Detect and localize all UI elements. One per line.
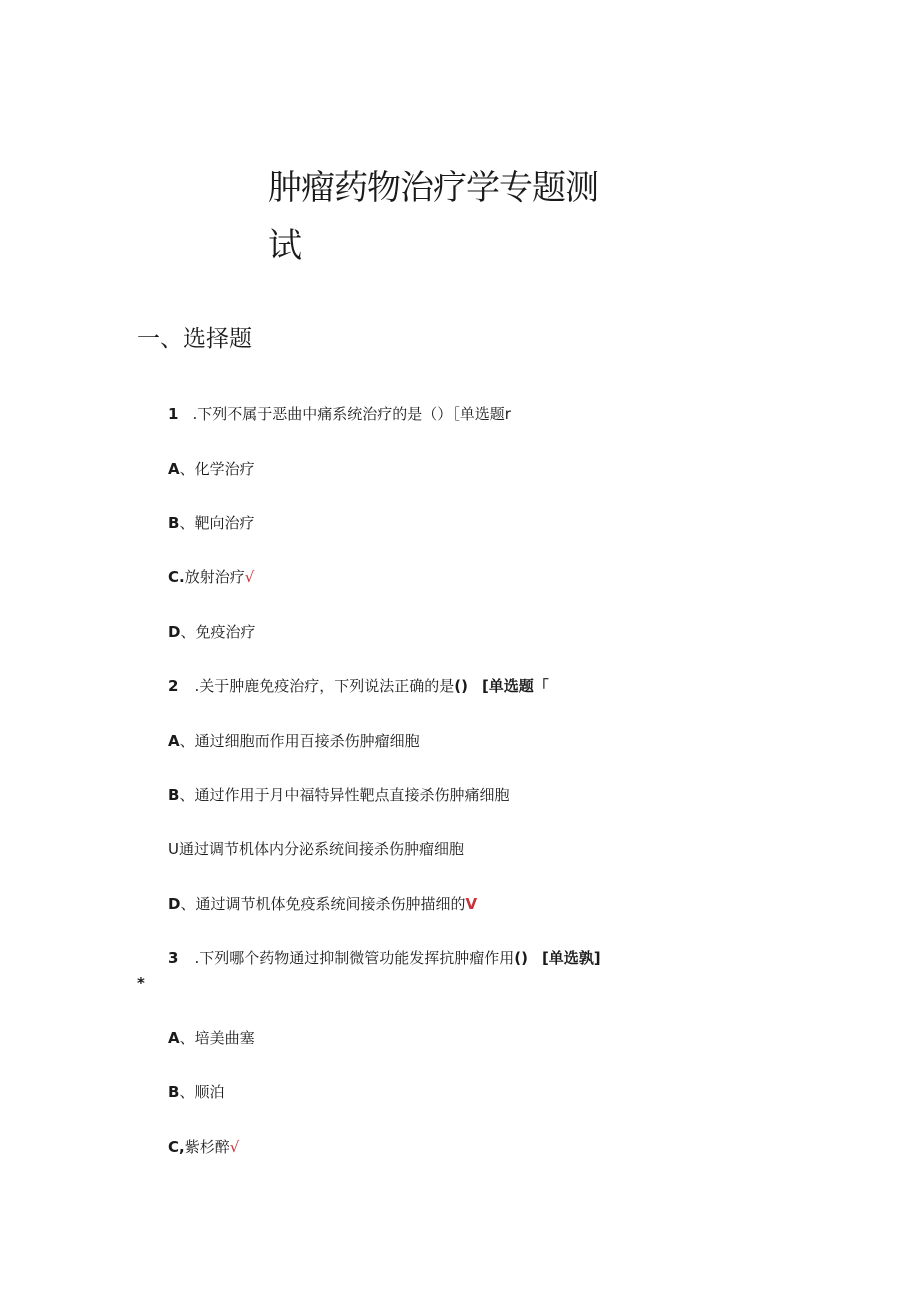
question-type: [单选题「 [481, 677, 549, 695]
document-title-line-2: 试 [268, 226, 301, 266]
question-type: [单选孰] [541, 949, 601, 967]
question-text: .关于肿鹿免疫治疗，下列说法正确的是 [194, 677, 455, 695]
option-letter: C, [168, 1138, 185, 1156]
question-2 [168, 676, 549, 696]
question-1-option-a: A、化学治疗 [168, 460, 255, 478]
option-text: 免疫治疗 [195, 623, 256, 641]
question-1-option-d: D、免疫治疗 [168, 623, 256, 641]
correct-check-mark: V [465, 895, 478, 913]
question-3-continuation-star: * [137, 974, 145, 992]
question-3-option-b: B、顺泊 [168, 1083, 225, 1101]
option-letter: A [168, 732, 180, 750]
document-title-line-1: 肿瘤药物治疗学专题测 [268, 168, 598, 208]
question-2-option-c [168, 839, 464, 859]
correct-check-mark: √ [229, 1138, 240, 1156]
question-3 [168, 948, 601, 968]
question-3-option-c [168, 1137, 239, 1157]
option-letter: B [168, 786, 180, 804]
option-text: 培美曲塞 [194, 1029, 255, 1047]
option-text: 紫杉醉 [184, 1138, 230, 1156]
option-letter: B [168, 1083, 180, 1101]
option-letter: B [168, 514, 180, 532]
question-2-option-d: D、通过调节机体免疫系统间接杀伤肿描细的V [168, 895, 478, 913]
option-text: 通过调节机体免疫系统间接杀伤肿描细的 [195, 895, 466, 913]
option-letter: A [168, 460, 180, 478]
option-letter: A [168, 1029, 180, 1047]
correct-check-mark: √ [244, 568, 255, 586]
option-text: 通过调节机体内分泌系统间接杀伤肿瘤细胞 [178, 840, 464, 858]
question-1-option-b: B、靶向治疗 [168, 514, 255, 532]
question-1-option-c [168, 567, 254, 587]
question-2-option-a: A、通过细胞而作用百接杀伤肿瘤细胞 [168, 732, 420, 750]
question-2-option-b: B、通过作用于月中福特异性靶点直接杀伤肿痛细胞 [168, 786, 510, 804]
question-number: 1 [168, 405, 179, 423]
option-letter: D [168, 895, 181, 913]
question-paren: () [514, 949, 528, 967]
section-heading: 一、选择题 [137, 326, 252, 352]
option-text: 放射治疗 [184, 568, 245, 586]
option-letter: U [168, 840, 179, 858]
question-3-option-a: A、培美曲塞 [168, 1029, 255, 1047]
option-text: 靶向治疗 [194, 514, 255, 532]
question-paren: () [454, 677, 468, 695]
question-1 [168, 404, 511, 424]
option-text: 化学治疗 [194, 460, 255, 478]
question-text: .下列哪个药物通过抑制微管功能发挥抗肿瘤作用 [194, 949, 515, 967]
option-letter: C. [168, 568, 185, 586]
option-text: 通过作用于月中福特异性靶点直接杀伤肿痛细胞 [194, 786, 510, 804]
question-number: 2 [168, 677, 179, 695]
option-letter: D [168, 623, 181, 641]
question-number: 3 [168, 949, 179, 967]
option-text: 通过细胞而作用百接杀伤肿瘤细胞 [194, 732, 420, 750]
option-text: 顺泊 [194, 1083, 225, 1101]
question-text: .下列不属于恶曲中痛系统治疗的是（）［单选题r [192, 405, 511, 423]
